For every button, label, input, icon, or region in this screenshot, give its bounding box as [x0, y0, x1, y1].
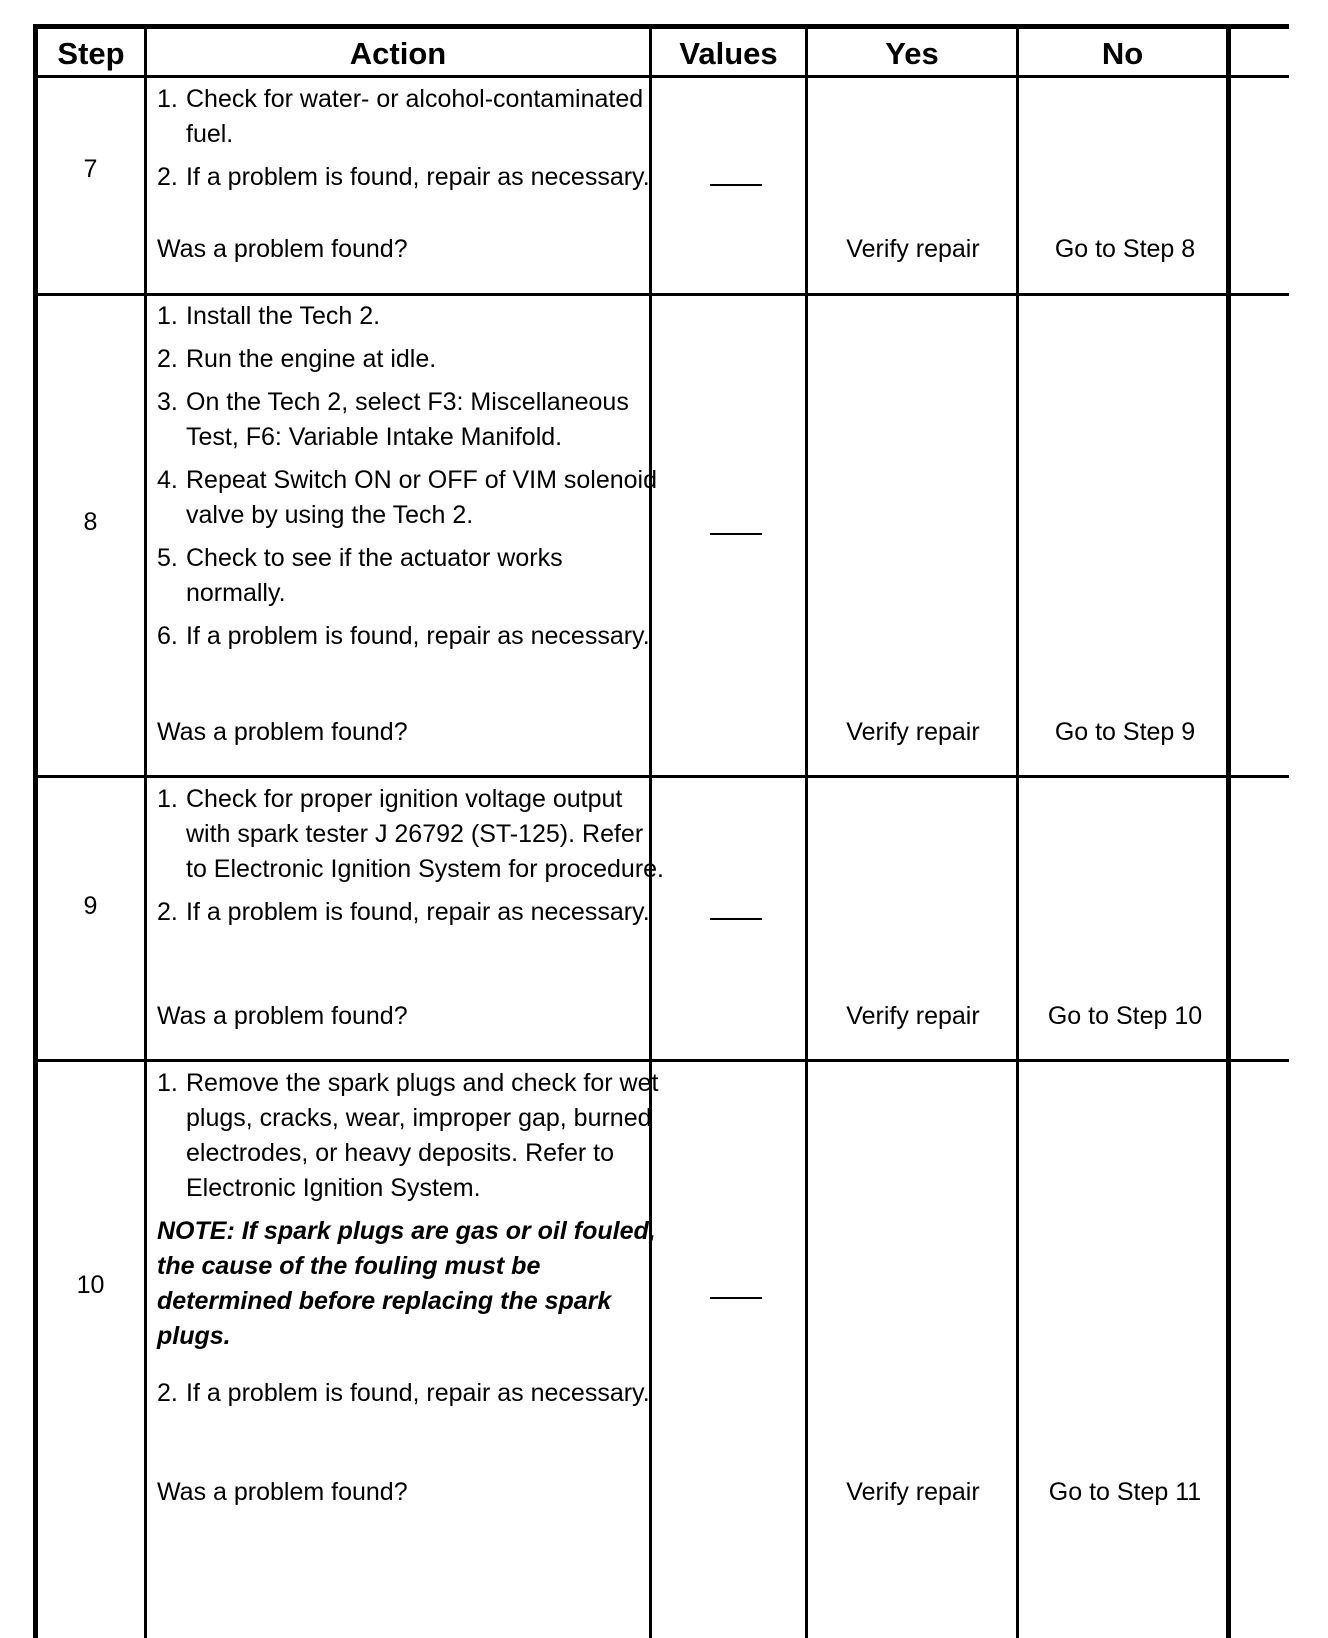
action-item-number: 2. [157, 1379, 178, 1407]
no-outcome: Go to Step 11 [1048, 1478, 1202, 1506]
action-item [157, 541, 667, 611]
action-item-text: On the Tech 2, select F3: Miscellaneous Test, F6: Variable Intake Manifold. [186, 388, 629, 451]
header-step: Step [57, 36, 125, 71]
step-number: 7 [83, 155, 98, 183]
action-item-text: If a problem is found, repair as necessary. [186, 163, 650, 191]
action-item-number: 2. [157, 898, 178, 926]
action-item [157, 82, 667, 152]
values-dash [710, 184, 762, 186]
action-item-text: Remove the spark plugs and check for wet plugs, cracks, wear, improper gap, burned electrodes, or heavy deposits. Refer to Electronic Ignition System. [186, 1069, 659, 1202]
action-item [157, 385, 667, 455]
question-text: Was a problem found? [157, 1478, 408, 1506]
action-steps [157, 82, 667, 203]
yes-outcome: Verify repair [846, 1002, 980, 1030]
step-number: 10 [76, 1271, 105, 1299]
action-item-number: 1. [157, 302, 178, 330]
action-steps [157, 299, 667, 662]
question-text: Was a problem found? [157, 1002, 408, 1030]
values-dash [710, 1297, 762, 1299]
action-item [157, 1066, 667, 1206]
no-outcome: Go to Step 9 [1054, 718, 1196, 746]
action-item [157, 342, 667, 377]
question-text: Was a problem found? [157, 718, 408, 746]
header-no: No [1101, 36, 1144, 71]
action-item-number: 2. [157, 345, 178, 373]
action-item-number: 1. [157, 785, 178, 813]
yes-outcome: Verify repair [846, 1478, 980, 1506]
yes-outcome: Verify repair [846, 235, 980, 263]
action-item-text: Check for proper ignition voltage output with spark tester J 26792 (ST-125). Refer to Electronic Ignition System for procedure. [186, 785, 665, 883]
action-item-text: If a problem is found, repair as necessary. [186, 1379, 650, 1407]
row-divider [33, 1059, 1289, 1062]
note-text: NOTE: If spark plugs are gas or oil fouled, the cause of the fouling must be determined before replacing the spark plugs. [157, 1217, 656, 1350]
action-item-number: 2. [157, 163, 178, 191]
question-text: Was a problem found? [157, 235, 408, 263]
action-steps [157, 782, 667, 938]
action-item-text: If a problem is found, repair as necessary. [186, 898, 650, 926]
action-item [157, 160, 667, 195]
action-item-number: 4. [157, 466, 178, 494]
table-border-left [33, 24, 38, 1638]
column-divider [144, 24, 147, 1638]
yes-outcome: Verify repair [846, 718, 980, 746]
action-item-text: Run the engine at idle. [186, 345, 437, 373]
action-item-number: 6. [157, 622, 178, 650]
values-dash [710, 533, 762, 535]
action-item [157, 299, 667, 334]
column-divider [805, 24, 808, 1638]
row-divider [33, 775, 1289, 778]
step-number: 9 [83, 892, 98, 920]
no-outcome: Go to Step 8 [1054, 235, 1196, 263]
action-item-text: Install the Tech 2. [186, 302, 381, 330]
action-item-number: 3. [157, 388, 178, 416]
action-item-text: Check for water- or alcohol-contaminated fuel. [186, 85, 644, 148]
action-steps [157, 1066, 667, 1419]
action-item [157, 895, 667, 930]
values-dash [710, 918, 762, 920]
row-divider [33, 293, 1289, 296]
step-number: 8 [83, 508, 98, 536]
action-item-text: Check to see if the actuator works normally. [186, 544, 563, 607]
header-values: Values [679, 36, 778, 71]
action-item [157, 619, 667, 654]
diagnostic-table [33, 24, 1289, 1638]
action-item [157, 463, 667, 533]
action-item-text: Repeat Switch ON or OFF of VIM solenoid valve by using the Tech 2. [186, 466, 658, 529]
no-outcome: Go to Step 10 [1047, 1002, 1203, 1030]
action-item-text: If a problem is found, repair as necessary. [186, 622, 650, 650]
action-item-number: 1. [157, 1069, 178, 1097]
action-item-number: 1. [157, 85, 178, 113]
header-yes: Yes [885, 36, 939, 71]
action-item [157, 782, 667, 887]
header-action: Action [349, 36, 447, 71]
action-item [157, 1376, 667, 1411]
action-item-number: 5. [157, 544, 178, 572]
